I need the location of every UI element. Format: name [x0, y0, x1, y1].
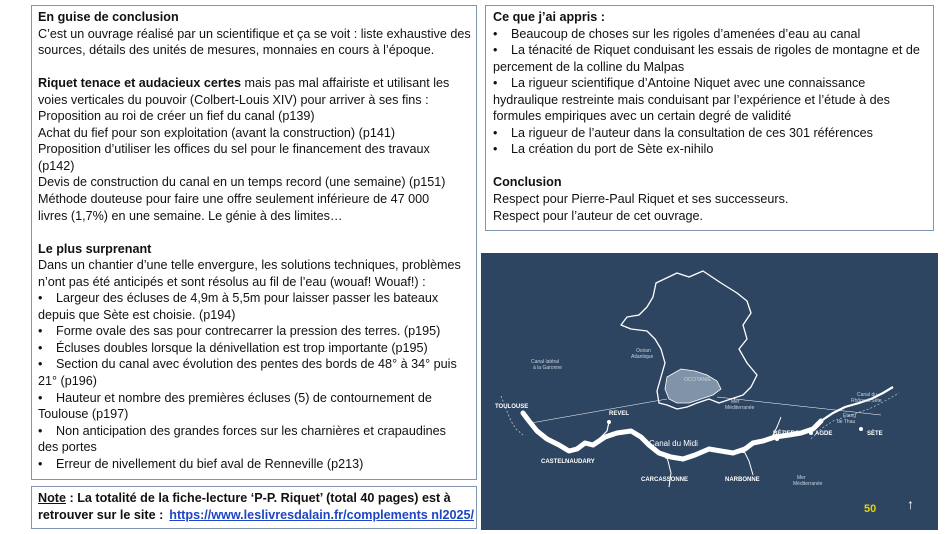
mer-label: Mer [797, 475, 806, 481]
canal-lateral-path [501, 396, 523, 435]
list-item: • Erreur de nivellement du bief aval de Renneville (p213) [38, 456, 364, 471]
ocean-label: Océan [636, 348, 651, 354]
toulouse-label: TOULOUSE [495, 404, 529, 410]
city-dot [575, 447, 579, 451]
canal-rhone-label: Canal du [857, 392, 878, 398]
riquet-paragraph-line [38, 75, 476, 92]
riquet-text: mais pas mal affairiste et utilisant les [240, 76, 450, 91]
bullet-icon: • [38, 423, 43, 438]
surprising-intro-line: n’ont pas été anticipés et sont résolus au fil de l’eau (wouaf! Wouaf!) : [38, 274, 426, 289]
city-dot [741, 449, 745, 453]
surprising-heading: Le plus surprenant [38, 241, 152, 256]
note-text: retrouver sur le site : [38, 508, 164, 522]
etang-label: de Thau [837, 419, 856, 425]
list-item-continuation: percement de la colline du Malpas [493, 59, 685, 74]
city-dot [521, 411, 525, 415]
riquet-bold-text: Riquet tenace et audacieux certes [38, 76, 241, 91]
narbonne-label: NARBONNE [725, 477, 760, 483]
intro-line: sources, détails des unités de mesures, monnaies en cours à l’époque. [38, 43, 435, 58]
list-item-continuation: formules empiriques avec un certain degré de validité [493, 109, 792, 124]
canal-du-midi-label: Canal du Midi [649, 439, 698, 448]
note-line [38, 507, 476, 524]
conclusion-line: Respect pour Pierre-Paul Riquet et ses successeurs. [493, 192, 789, 207]
city-dot [665, 455, 669, 459]
bullet-icon: • [38, 456, 43, 471]
bullet-icon: • [38, 357, 43, 372]
riquet-line: voies verticales du pouvoir (Colbert-Louis XIV) pour arriver à ses fins : [38, 92, 429, 107]
mer-label: Mer [731, 399, 740, 405]
riquet-line: (p142) [38, 158, 75, 173]
city-dot [809, 431, 813, 435]
carcassonne-label: CARCASSONNE [641, 477, 689, 483]
list-item: • Beaucoup de choses sur les rigoles d’amenées d’eau au canal [493, 26, 861, 41]
occitanie-label: OCCITANIE [684, 377, 711, 383]
bullet-icon: • [493, 142, 498, 157]
riquet-line: Proposition au roi de créer un fief du canal (p139) [38, 109, 315, 124]
canal-lateral-label: Canal latéral [531, 359, 560, 365]
canal-map [481, 253, 938, 530]
note-line [38, 490, 476, 507]
list-item: • Section du canal avec évolution des pentes des bords de 48° à 34° puis [38, 357, 457, 372]
sete-label: SÈTE [867, 431, 883, 437]
list-item: • Largeur des écluses de 4,9m à 5,5m pour laisser passer les bateaux [38, 291, 439, 306]
bullet-icon: • [38, 324, 43, 339]
list-item: • La rigueur de l’auteur dans la consultation de ces 301 références [493, 125, 873, 140]
note-label: Note [38, 491, 66, 505]
list-item-continuation: Toulouse (p197) [38, 407, 129, 422]
list-item: • Hauteur et nombre des premières écluses (5) de contournement de [38, 390, 432, 405]
beziers-label: BÉZIERS [773, 431, 800, 437]
list-item: • La création du port de Sète ex-nihilo [493, 142, 714, 157]
etang-label: Étang [843, 413, 857, 419]
river-path [743, 449, 753, 475]
complements-link[interactable]: https://www.leslivresdalain.fr/complements nl2025/ [169, 508, 474, 522]
conclusion-line: Respect pour l’auteur de cet ouvrage. [493, 208, 704, 223]
intro-line: C’est un ouvrage réalisé par un scientifique et ça se voit : liste exhaustive des [38, 26, 471, 41]
canal-rhone-label: Rhône à Sète [851, 398, 882, 404]
list-item: • Forme ovale des sas pour contrecarrer la pression des terres. (p195) [38, 324, 441, 339]
mer-label: Méditerranée [725, 405, 755, 411]
list-item-continuation: des portes [38, 440, 97, 455]
bullet-icon: • [493, 26, 498, 41]
note-panel [31, 486, 477, 529]
ocean-label: Atlantique [631, 354, 654, 360]
bullet-icon: • [493, 125, 498, 140]
list-item: • Écluses doubles lorsque la dénivellation est trop importante (p195) [38, 340, 428, 355]
surprising-intro-line: Dans un chantier d’une telle envergure, les solutions techniques, problèmes [38, 258, 461, 273]
riquet-line: Proposition d’utiliser les offices du sel pour le financement des travaux [38, 142, 430, 157]
revel-label: REVEL [609, 411, 630, 417]
page-number: 50 [864, 503, 877, 515]
riquet-line: Achat du fief pour son exploitation (avant la construction) (p141) [38, 125, 396, 140]
city-dot [607, 420, 611, 424]
mer-label: Méditerranée [793, 481, 823, 487]
list-item-continuation: hydraulique restreinte mais conduisant par l’expérience et l’étude à des [493, 92, 890, 107]
conclusion-panel [31, 5, 477, 480]
list-item: • La rigueur scientifique d’Antoine Niquet avec une connaissance [493, 76, 866, 91]
riquet-line: Méthode douteuse pour faire une offre seulement inférieure de 47 000 [38, 192, 430, 207]
castelnaudary-label: CASTELNAUDARY [541, 459, 595, 465]
bullet-icon: • [493, 43, 498, 58]
list-item-continuation: 21° (p196) [38, 374, 97, 389]
note-text: : La totalité de la fiche-lecture ‘P-P. Riquet’ (total 40 pages) est à [66, 491, 451, 505]
list-item-continuation: depuis que Sète est choisie. (p194) [38, 307, 236, 322]
bullet-icon: • [38, 340, 43, 355]
list-item: • La ténacité de Riquet conduisant les essais de rigoles de montagne et de [493, 43, 920, 58]
riquet-line: livres (1,7%) en une semaine. Le génie à des limites… [38, 208, 343, 223]
learnings-panel [485, 5, 934, 231]
conclusion-heading: En guise de conclusion [38, 10, 179, 24]
riquet-line: Devis de construction du canal en un temps record (une semaine) (p151) [38, 175, 446, 190]
bullet-icon: • [38, 390, 43, 405]
list-item: • Non anticipation des grandes forces sur les charnières et crapaudines [38, 423, 446, 438]
canal-lateral-label: à la Garonne [533, 365, 562, 371]
bullet-icon: • [38, 291, 43, 306]
city-dot [775, 437, 779, 441]
map-svg [481, 253, 938, 530]
city-dot [859, 427, 863, 431]
bullet-icon: • [493, 76, 498, 91]
up-arrow-icon[interactable]: ↑ [907, 496, 914, 512]
agde-label: AGDE [815, 431, 833, 437]
conclusion-subheading: Conclusion [493, 175, 562, 190]
learnings-heading: Ce que j’ai appris : [493, 10, 605, 24]
